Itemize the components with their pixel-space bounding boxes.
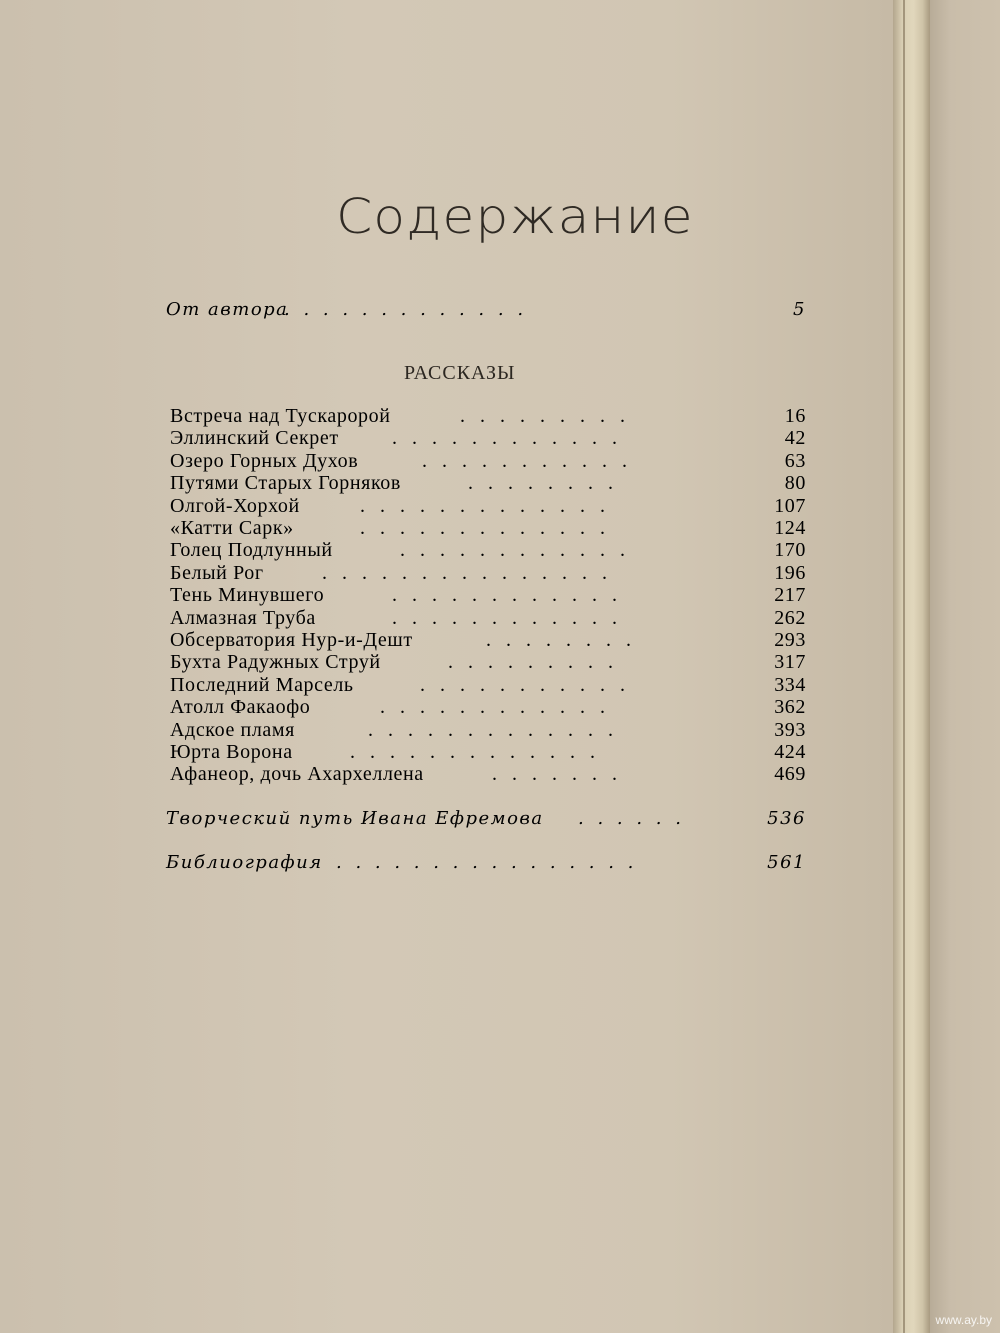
toc-leader-dots: . . . . . . — [578, 808, 685, 829]
page-title: Содержание — [336, 190, 694, 246]
toc-page-number: 170 — [774, 539, 806, 562]
toc-page-number: 293 — [774, 629, 806, 651]
toc-page-number: 80 — [784, 472, 806, 495]
toc-entry-story — [170, 651, 806, 675]
toc-page-number: 393 — [774, 718, 806, 741]
toc-leader-dots: . . . . . . . . — [468, 472, 618, 495]
toc-entry-story — [170, 495, 806, 519]
toc-leader-dots: . . . . . . . . . . . — [420, 673, 630, 696]
toc-page-number: 217 — [774, 584, 806, 607]
toc-entry-back — [166, 852, 806, 876]
toc-entry-label: Встреча над Тускаророй — [170, 405, 391, 427]
toc-leader-dots: . . . . . . . . . . . . — [392, 584, 622, 607]
spine-edge — [903, 0, 905, 1333]
toc-entry-label: Голец Подлунный — [170, 539, 333, 562]
toc-leader-dots: . . . . . . . . . . . . — [380, 696, 610, 719]
toc-entry-story — [170, 472, 806, 496]
toc-page-number: 16 — [784, 405, 806, 427]
toc-leader-dots: . . . . . . . . . . . — [422, 449, 632, 472]
toc-entry-label: Библиография — [166, 852, 323, 873]
toc-entry-back — [166, 808, 806, 832]
toc-entry-story — [170, 405, 806, 429]
toc-leader-dots: . . . . . . . . . . . . — [392, 606, 622, 629]
toc-entry-label: Белый Рог — [170, 561, 264, 584]
toc-entry-label: Афанеор, дочь Ахархеллена — [170, 763, 424, 786]
toc-entry-story — [170, 763, 806, 787]
toc-leader-dots: . . . . . . . . . . . . . — [360, 517, 610, 539]
toc-leader-dots: . . . . . . . . . . . . — [392, 427, 622, 450]
toc-page-number: 536 — [767, 808, 806, 829]
toc-entry-label: Творческий путь Ивана Ефремова — [166, 808, 544, 829]
toc-entry-story — [170, 607, 806, 631]
toc-entry-label: Последний Марсель — [170, 673, 354, 696]
toc-entry-story — [170, 674, 806, 698]
book-spine — [893, 0, 930, 1333]
toc-leader-dots: . . . . . . . . . . . . . . . — [322, 561, 612, 584]
toc-page-number: 561 — [767, 852, 806, 873]
toc-page-number: 424 — [774, 741, 806, 763]
toc-page-number: 262 — [774, 606, 806, 629]
facing-page-edge — [930, 0, 1000, 1333]
toc-page-number: 63 — [784, 449, 806, 472]
toc-entry-label: Эллинский Секрет — [170, 427, 339, 450]
toc-leader-dots: . . . . . . . . . . . . . — [360, 494, 610, 517]
toc-entry-label: «Катти Сарк» — [170, 517, 294, 539]
toc-leader-dots: . . . . . . . . . . . . . — [368, 718, 618, 741]
toc-entry-label: Атолл Факаофо — [170, 696, 311, 719]
toc-page-number: 42 — [784, 427, 806, 450]
toc-entry-label: Алмазная Труба — [170, 606, 316, 629]
toc-leader-dots: . . . . . . . — [492, 763, 622, 786]
toc-entry-label: Юрта Ворона — [170, 741, 293, 763]
toc-page-number: 5 — [793, 299, 806, 320]
toc-entry-label: Путями Старых Горняков — [170, 472, 401, 495]
toc-entry-front — [166, 299, 806, 323]
toc-entry-story — [170, 741, 806, 765]
toc-page-number: 196 — [774, 561, 806, 584]
toc-entry-story — [170, 629, 806, 653]
toc-page-number: 334 — [774, 673, 806, 696]
toc-entry-story — [170, 719, 806, 743]
toc-page-number: 124 — [774, 517, 806, 539]
toc-entry-story — [170, 427, 806, 451]
toc-entry-label: Обсерватория Нур-и-Дешт — [170, 629, 413, 651]
toc-entry-label: От автора — [166, 299, 289, 320]
toc-page-number: 317 — [774, 651, 806, 674]
toc-entry-label: Бухта Радужных Струй — [170, 651, 381, 674]
toc-entry-story — [170, 539, 806, 563]
toc-entry-story — [170, 450, 806, 474]
toc-entry-label: Тень Минувшего — [170, 584, 325, 607]
toc-entry-story — [170, 584, 806, 608]
toc-entry-label: Озеро Горных Духов — [170, 449, 359, 472]
toc-leader-dots: . . . . . . . . . — [448, 651, 618, 674]
toc-leader-dots: . . . . . . . . . . . . . — [350, 741, 600, 763]
toc-leader-dots: . . . . . . . . . . . . — [400, 539, 630, 562]
toc-entry-label: Адское пламя — [170, 718, 295, 741]
watermark: www.ay.by — [935, 1313, 992, 1327]
toc-page-number: 107 — [774, 494, 806, 517]
toc-leader-dots: . . . . . . . . . . . . . . . . — [336, 852, 638, 873]
toc-entry-story — [170, 562, 806, 586]
toc-page-number: 362 — [774, 696, 806, 719]
toc-entry-label: Олгой-Хорхой — [170, 494, 300, 517]
toc-leader-dots: . . . . . . . . — [486, 629, 636, 651]
toc-entry-story — [170, 517, 806, 541]
toc-leader-dots: . . . . . . . . . . . . . — [284, 299, 528, 320]
section-heading: РАССКАЗЫ — [404, 362, 516, 384]
toc-page-number: 469 — [774, 763, 806, 786]
toc-entry-story — [170, 696, 806, 720]
toc-leader-dots: . . . . . . . . . — [460, 405, 630, 427]
